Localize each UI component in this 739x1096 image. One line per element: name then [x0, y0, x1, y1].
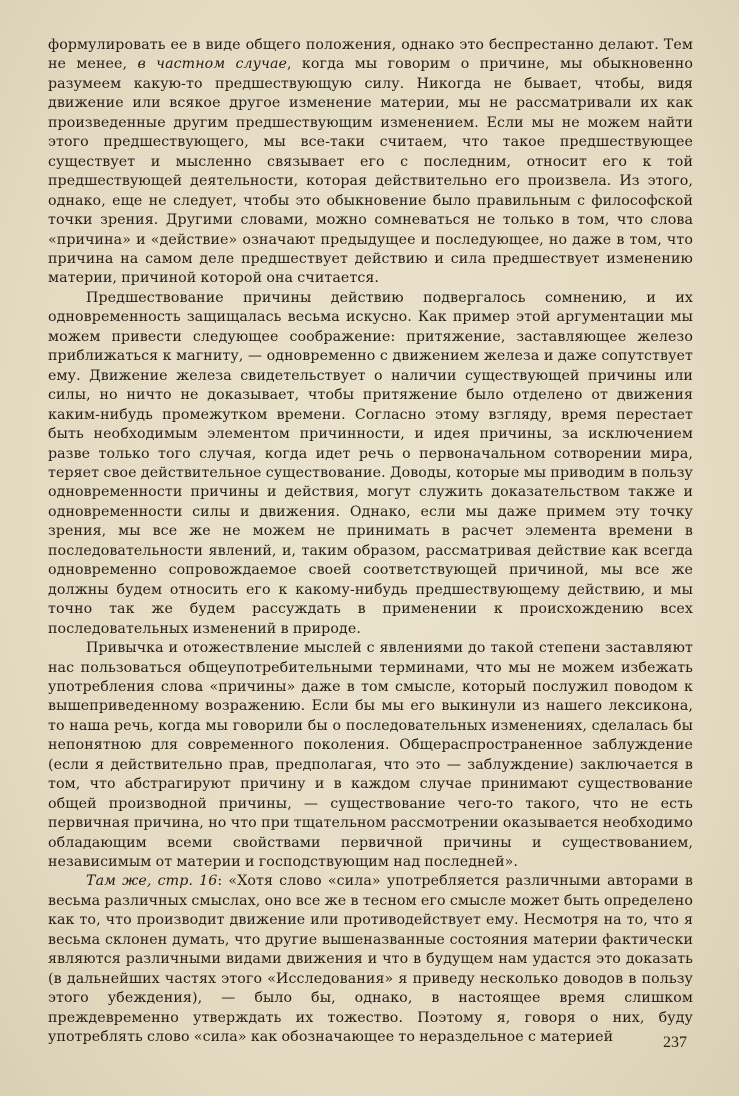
paragraph-2 [48, 289, 693, 639]
paragraph-4 [48, 872, 693, 1047]
paragraph-3 [48, 639, 693, 872]
paragraph-4-text: : «Хотя слово «сила» употребляется различными авторами в весьма различных смыслах, оно все же в тесном его смысле может быть определено как то, что производит движение или противодействует ему. Несмотря на то, что я весьма склонен думать, что другие вышеназванные состояния материи фактически являются различными видами движения и что в будущем нам удастся это доказать (в дальнейших частях этого «Исследования» я приведу несколько доводов в пользу этого убеждения), — было бы, однако, в настоящее время слишком преждевременно утверждать их тожество. Поэтому я, говоря о них, буду употреблять слово «сила» как обозначающее то нераздельное с материей [48, 873, 693, 1046]
paragraph-3-text: Привычка и отожествление мыслей с явлениями до такой степени заставляют нас пользоваться общеупотребительными терминами, что мы не можем избежать употребления слова «причины» даже в том смысле, который послужил поводом к вышеприведенному возражению. Если бы мы его выкинули из нашего лексикона, то наша речь, когда мы говорили бы о последовательных изменениях, сделалась бы непонятною для современного поколения. Общераспространенное заблуждение (если я действительно прав, предполагая, что это — заблуждение) заключается в том, что абстрагируют причину и в каждом случае принимают существование общей производной причины, — существование чего-то такого, что не есть первичная причина, но что при тщательном рассмотрении оказывается необходимо обладающим всеми свойствами первичной причины и существованием, независимым от материи и господствующим над последней». [48, 640, 693, 871]
paragraph-2-text: Предшествование причины действию подвергалось сомнению, и их одновременность защищалась весьма искусно. Как пример этой аргументации мы можем привести следующее соображение: притяжение, заставляющее железо приближаться к магниту, — одновременно с движением железа и даже сопутствует ему. Движение железа свидетельствует о наличии существующей причины или силы, но ничто не доказывает, чтобы притяжение было отделено от движения каким-нибудь промежутком времени. Согласно этому взгляду, время перестает быть необходимым элементом причинности, и идея причины, за исключением разве только того случая, когда идет речь о первоначальном сотворении мира, теряет свое действительное существование. Доводы, которые мы приводим в пользу одновременности причины и действия, могут служить доказательством также и одновременности силы и движения. Однако, если мы даже примем эту точку зрения, мы все же не можем не принимать в расчет элемента времени в последовательности явлений, и, таким образом, рассматривая действие как всегда одновременно сопровождаемое своей соответствующей причиной, мы все же должны будем относить его к какому-нибудь предшествующему действию, и мы точно так же будем рассуждать в применении к происхождению всех последовательных изменений в природе. [48, 289, 693, 637]
paragraph-1-text-b: , когда мы говорим о причине, мы обыкновенно разумеем какую-то предшествующую силу. Никогда не бывает, чтобы, видя движение или всякое другое изменение материи, мы не рассматривали их как произведенные другим предшествующим изменением. Если мы не можем найти этого предшествующего, мы все-таки считаем, что такое предшествующее существует и мысленно связывает его с последним, относит его к той предшествующей деятельности, которая действительно его произвела. Из этого, однако, еще не следует, чтобы это обыкновение было правильным с философской точки зрения. Другими словами, можно сомневаться не только в том, что слова «причина» и «действие» означают предыдущее и последующее, но даже в том, что причина на самом деле предшествует действию и сила предшествует изменению материи, причиной которой она считается. [48, 56, 693, 287]
citation-reference: Там же, стр. 16 [86, 873, 218, 890]
paragraph-1 [48, 36, 693, 289]
page-number: 237 [663, 1034, 687, 1051]
italic-phrase-in-particular-case: в частном случае [137, 56, 287, 73]
paragraph-1-text-a: формулировать ее в виде общего положения, однако это беспрестанно делают. Тем не менее, [48, 37, 693, 73]
page-body [48, 36, 693, 1048]
